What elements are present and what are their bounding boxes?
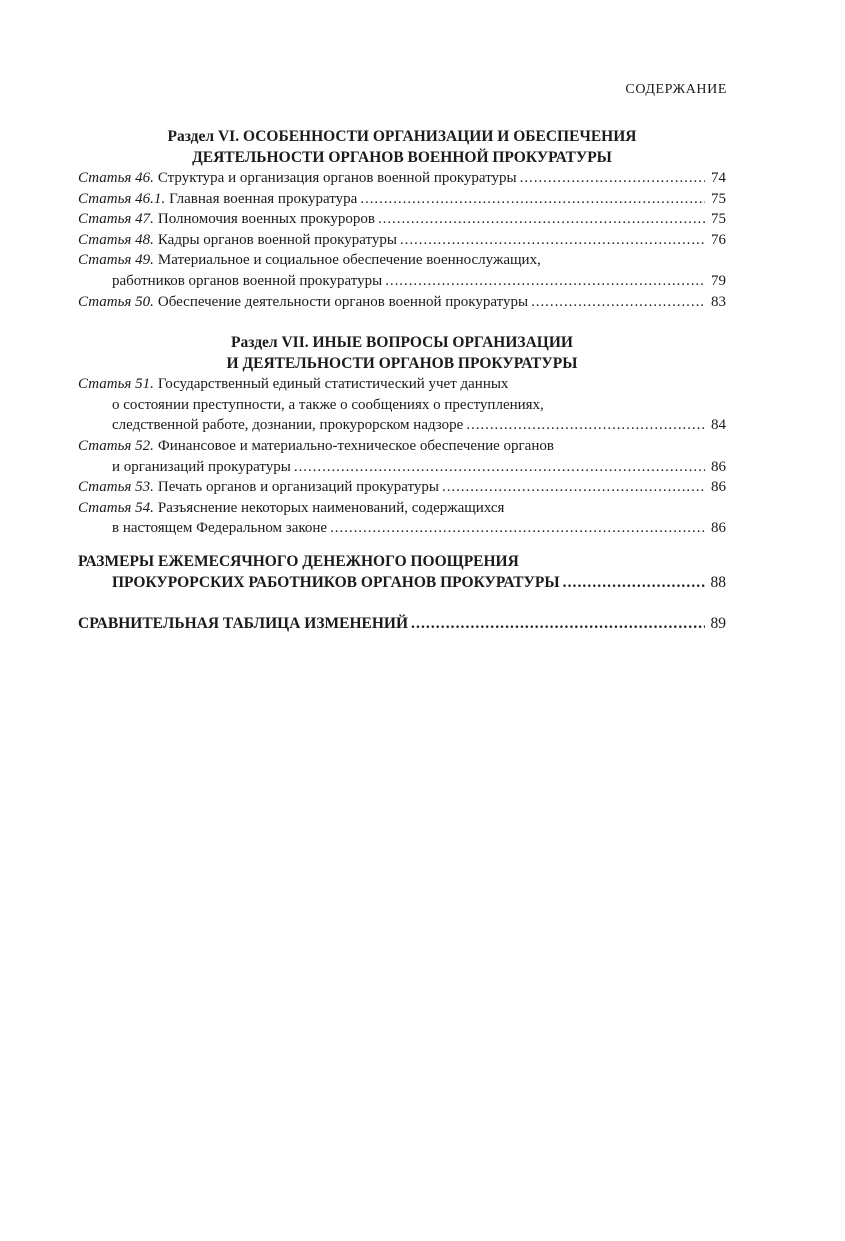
dot-leader [360, 189, 705, 210]
page-number: 86 [711, 479, 726, 496]
page-number: 86 [711, 458, 726, 475]
page-number: 84 [711, 417, 726, 434]
article-title: Полномочия военных прокуроров [157, 211, 375, 228]
toc-entry-article-46[interactable] [78, 168, 726, 189]
dot-leader [385, 271, 705, 292]
article-title: Главная военная прокуратура [169, 190, 358, 207]
section-7-heading-line1: Раздел VII. ИНЫЕ ВОПРОСЫ ОРГАНИЗАЦИИ [231, 334, 573, 352]
page-number: 75 [711, 211, 726, 228]
dot-leader [531, 292, 705, 313]
article-label: Статья 53. [78, 479, 154, 496]
page-number: 86 [711, 520, 726, 537]
appendix-title: СРАВНИТЕЛЬНАЯ ТАБЛИЦА ИЗМЕНЕНИЙ [78, 614, 409, 632]
article-label: Статья 49. [78, 252, 154, 269]
article-label: Статья 48. [78, 231, 154, 248]
article-label: Статья 46.1. [78, 190, 166, 207]
article-title: Обеспечение деятельности органов военной прокуратуры [157, 293, 529, 310]
page-number: 79 [711, 272, 726, 289]
dot-leader [294, 457, 705, 478]
article-title-continued: о состоянии преступности, а также о сообщениях о преступлениях, [112, 396, 544, 413]
toc-entry-article-53[interactable] [78, 477, 726, 498]
dot-leader [520, 168, 705, 189]
article-title-continued: и организаций прокуратуры [112, 458, 291, 475]
dot-leader [411, 613, 705, 634]
toc-entry-article-51[interactable] [78, 374, 726, 436]
page-number: 89 [710, 614, 726, 632]
section-6-heading [78, 126, 726, 168]
article-title: Печать органов и организаций прокуратуры [157, 479, 439, 496]
article-label: Статья 51. [78, 376, 154, 393]
toc-entry-article-49[interactable] [78, 250, 726, 291]
toc-entry-bonus-sizes[interactable] [78, 551, 726, 593]
toc-entry-comparison-table[interactable] [78, 613, 726, 634]
article-title: Финансовое и материально-техническое обеспечение органов [157, 437, 554, 454]
section-7-heading-line2: И ДЕЯТЕЛЬНОСТИ ОРГАНОВ ПРОКУРАТУРЫ [226, 355, 578, 373]
article-label: Статья 54. [78, 499, 154, 516]
dot-leader [466, 415, 705, 436]
toc-entry-article-54[interactable] [78, 498, 726, 539]
section-7-heading [78, 332, 726, 374]
page-number: 75 [711, 190, 726, 207]
dot-leader [378, 209, 705, 230]
article-label: Статья 47. [78, 211, 154, 228]
toc-entry-article-48[interactable] [78, 230, 726, 251]
page-number: 83 [711, 293, 726, 310]
section-6-heading-line1: Раздел VI. ОСОБЕННОСТИ ОРГАНИЗАЦИИ И ОБЕСПЕЧЕНИЯ [167, 128, 637, 145]
toc-entry-article-50[interactable] [78, 292, 726, 313]
article-title: Разъяснение некоторых наименований, содержащихся [157, 499, 505, 516]
dot-leader [400, 230, 705, 251]
article-title: Кадры органов военной прокуратуры [157, 231, 397, 248]
page-number: 88 [710, 573, 726, 591]
article-label: Статья 46. [78, 170, 154, 186]
dot-leader [330, 518, 705, 539]
article-title-continued: следственной работе, дознании, прокурорском надзоре [112, 417, 464, 434]
dot-leader [563, 572, 705, 593]
article-title: Материальное и социальное обеспечение военнослужащих, [157, 252, 541, 269]
toc-entry-article-46-1[interactable] [78, 189, 726, 210]
appendix-title: РАЗМЕРЫ ЕЖЕМЕСЯЧНОГО ДЕНЕЖНОГО ПООЩРЕНИЯ [78, 552, 519, 570]
dot-leader [442, 477, 705, 498]
article-label: Статья 50. [78, 293, 154, 310]
appendix-title-continued: ПРОКУРОРСКИХ РАБОТНИКОВ ОРГАНОВ ПРОКУРАТУРЫ [112, 573, 560, 591]
page-number: 74 [711, 170, 726, 186]
page-number: 76 [711, 231, 726, 248]
section-6-heading-line2: ДЕЯТЕЛЬНОСТИ ОРГАНОВ ВОЕННОЙ ПРОКУРАТУРЫ [192, 149, 612, 166]
article-label: Статья 52. [78, 437, 154, 454]
toc-entry-article-47[interactable] [78, 209, 726, 230]
toc-entry-article-52[interactable] [78, 436, 726, 477]
running-header: СОДЕРЖАНИЕ [625, 82, 727, 97]
article-title: Структура и организация органов военной прокуратуры [157, 170, 517, 186]
article-title: Государственный единый статистический учет данных [157, 376, 509, 393]
article-title-continued: в настоящем Федеральном законе [112, 520, 328, 537]
table-of-contents [78, 126, 726, 634]
article-title-continued: работников органов военной прокуратуры [112, 272, 383, 289]
